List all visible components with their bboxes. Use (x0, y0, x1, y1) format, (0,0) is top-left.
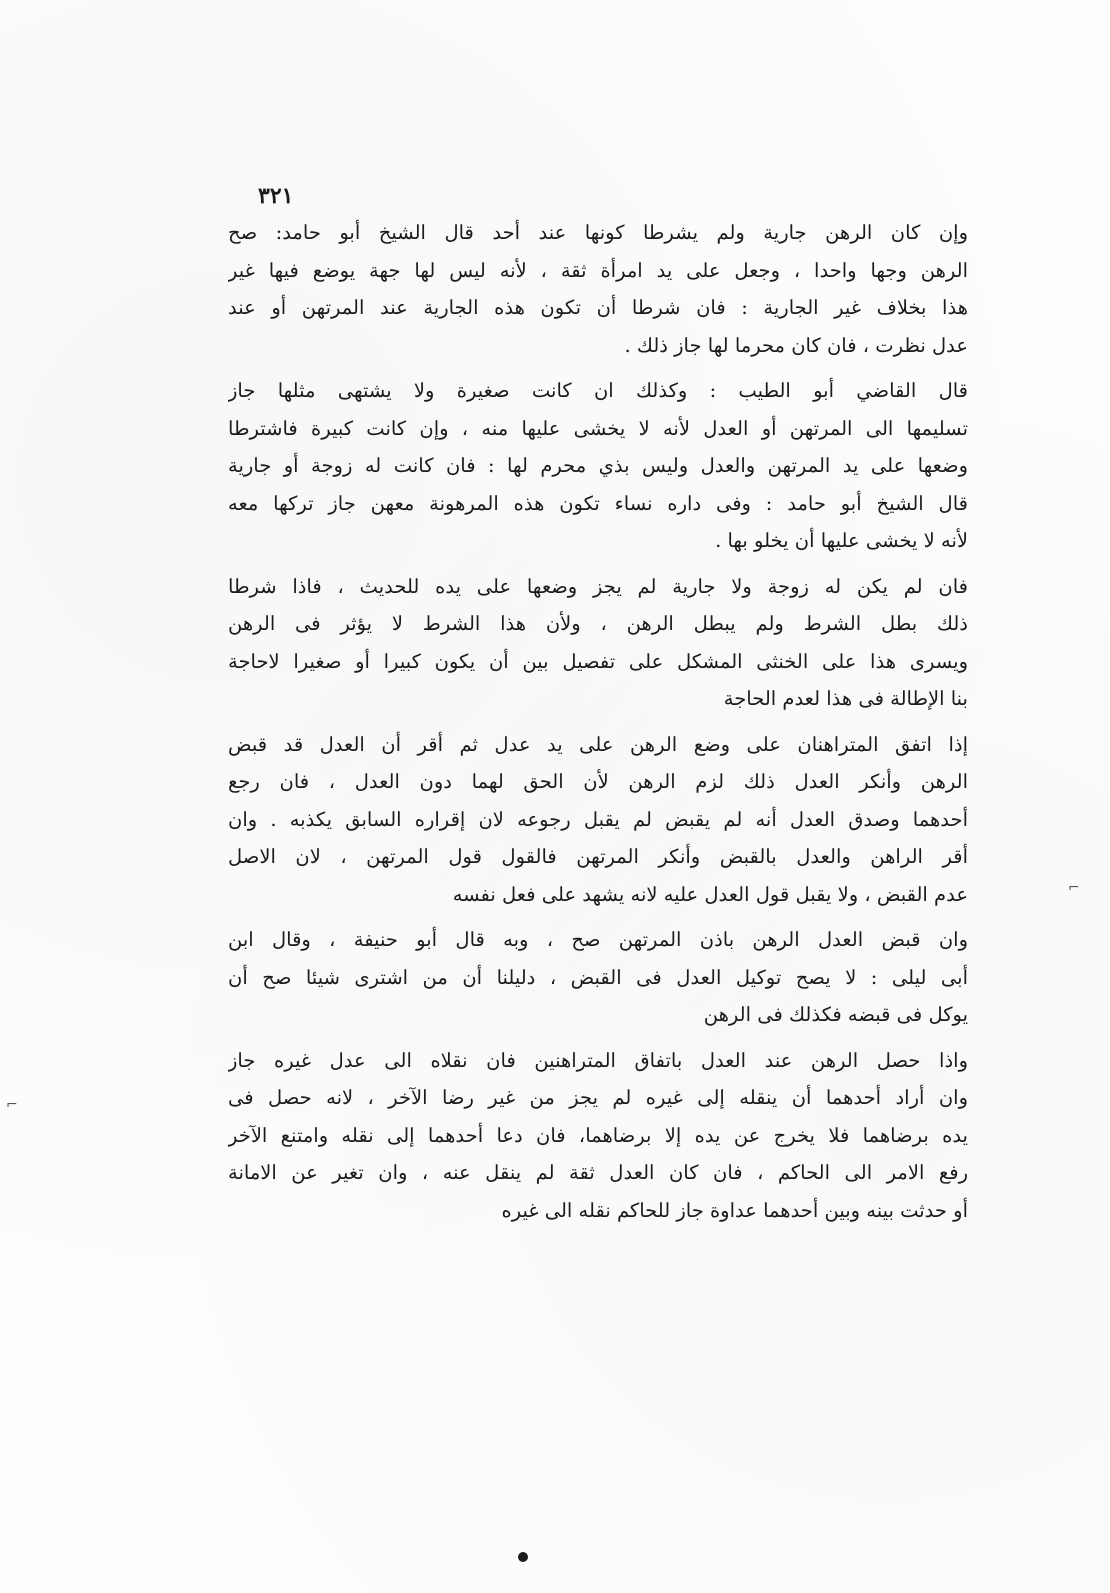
paragraph (228, 921, 968, 1034)
ink-dot (518, 1552, 528, 1562)
text-line: لأنه لا يخشى عليها أن يخلو بها . (715, 529, 968, 552)
text-line: يوكل فى قبضه فكذلك فى الرهن (703, 1003, 968, 1026)
text-line: وان قبض العدل الرهن باذن المرتهن صح ، وبه قال أبو حنيفة ، وقال ابن (228, 928, 968, 951)
text-line: قال القاضي أبو الطيب : وكذلك ان كانت صغيرة ولا يشتهى مثلها جاز (228, 379, 968, 402)
text-line: فان لم يكن له زوجة ولا جارية لم يجز وضعها على يده للحديث ، فاذا شرطا (228, 574, 968, 598)
text-line: وضعها على يد المرتهن والعدل وليس بذي محرم لها : فان كانت له زوجة أو جارية (228, 454, 968, 477)
text-line: وإن كان الرهن جارية ولم يشرطا كونها عند أحد قال الشيخ أبو حامد: صح (228, 221, 968, 244)
text-line: الرهن وجها واحدا ، وجعل على يد امرأة ثقة ، لأنه ليس لها جهة يوضع فيها غير (228, 258, 968, 282)
text-line: أقر الراهن والعدل بالقبض وأنكر المرتهن فالقول قول المرتهن ، لان الاصل (228, 845, 968, 868)
paragraph (228, 1042, 968, 1230)
paragraph (228, 568, 968, 718)
paragraph (228, 726, 968, 914)
text-line: أو حدثت بينه وبين أحدهما عداوة جاز للحاكم نقله الى غيره (501, 1198, 968, 1222)
paragraph (228, 214, 968, 364)
text-line: الرهن وأنكر العدل ذلك لزم الرهن لأن الحق لهما دون العدل ، فان رجع (228, 770, 968, 793)
text-line: قال الشيخ أبو حامد : وفى داره نساء تكون هذه المرهونة معهن جاز تركها معه (228, 491, 968, 515)
text-line: هذا بخلاف غير الجارية : فان شرطا أن تكون هذه الجارية عند المرتهن أو عند (228, 296, 968, 319)
margin-mark: ⌐ (6, 1097, 18, 1113)
text-line: إذا اتفق المتراهنان على وضع الرهن على يد عدل ثم أقر أن العدل قد قبض (228, 732, 968, 756)
text-line: ويسرى هذا على الخنثى المشكل على تفصيل بين أن يكون كبيرا أو صغيرا لاحاجة (228, 649, 968, 673)
text-line: تسليمها الى المرتهن أو العدل لأنه لا يخشى عليها منه ، وإن كانت كبيرة فاشترطا (228, 416, 968, 440)
page-number: ٣٢١ (258, 183, 294, 209)
text-line: واذا حصل الرهن عند العدل باتفاق المتراهنين فان نقلاه الى عدل غيره جاز (228, 1048, 968, 1072)
text-line: يده برضاهما فلا يخرج عن يده إلا برضاهما، فان دعا أحدهما إلى نقله وامتنع الآخر (228, 1123, 968, 1147)
text-line: رفع الامر الى الحاكم ، فان كان العدل ثقة لم ينقل عنه ، وان تغير عن الامانة (228, 1161, 968, 1184)
text-line: أبى ليلى : لا يصح توكيل العدل فى القبض ، دليلنا أن من اشترى شيئا صح أن (228, 965, 968, 989)
text-line: وان أراد أحدهما أن ينقله إلى غيره لم يجز من غير رضا الآخر ، لانه حصل فى (228, 1086, 968, 1109)
body-text (228, 214, 968, 1237)
text-line: بنا الإطالة فى هذا لعدم الحاجة (723, 687, 968, 710)
margin-mark: ⌐ (1068, 880, 1080, 896)
text-line: أحدهما وصدق العدل أنه لم يقبض لم يقبل رجوعه لان إقراره السابق يكذبه . وان (228, 807, 968, 831)
text-line: عدم القبض ، ولا يقبل قول العدل عليه لانه يشهد على فعل نفسه (452, 882, 968, 906)
text-line: ذلك بطل الشرط ولم يبطل الرهن ، ولأن هذا الشرط لا يؤثر فى الرهن (228, 612, 968, 635)
text-line: عدل نظرت ، فان كان محرما لها جاز ذلك . (624, 333, 968, 357)
paragraph (228, 372, 968, 560)
